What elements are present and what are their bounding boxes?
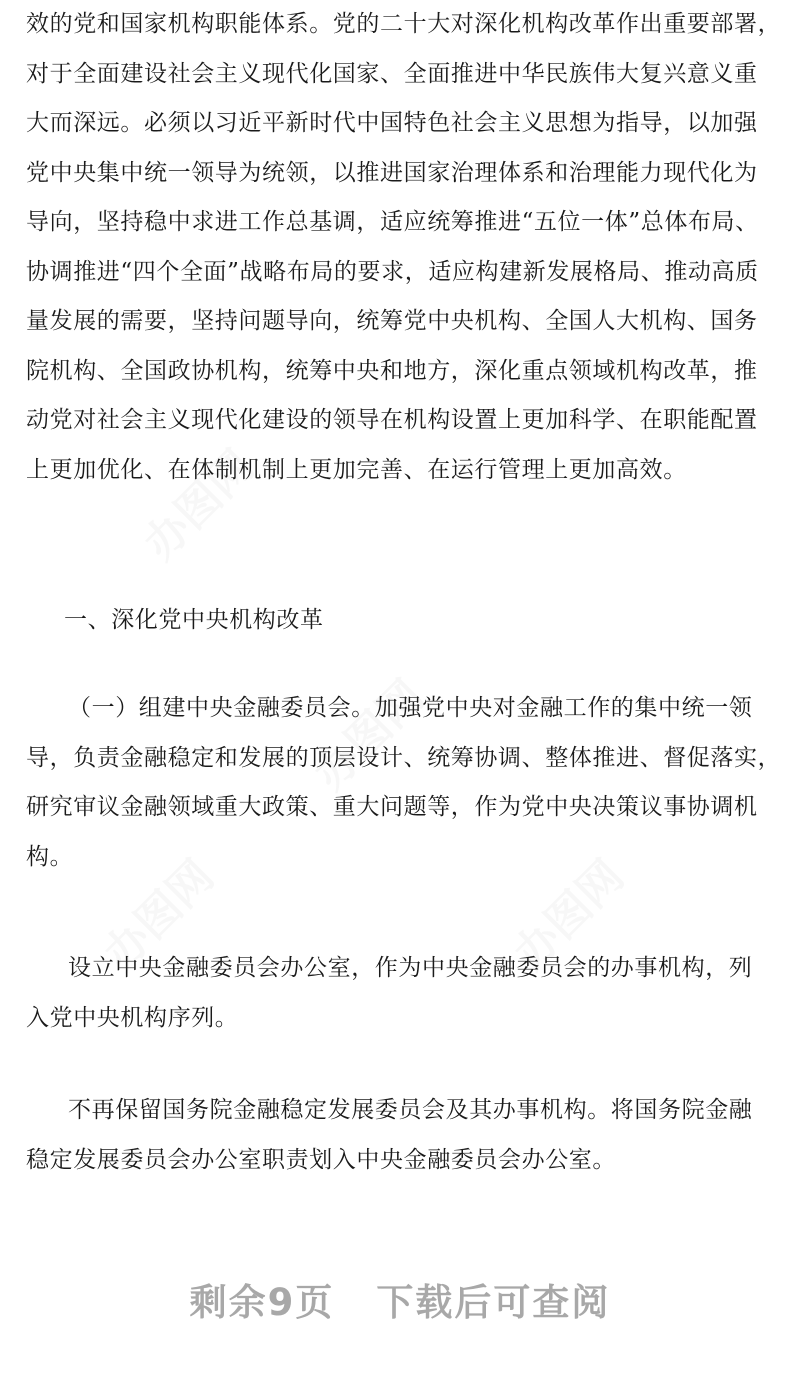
- section-heading: 一、深化党中央机构改革: [64, 607, 324, 633]
- text-line: 对于全面建设社会主义现代化国家、全面推进中华民族伟大复兴意义重: [26, 60, 758, 87]
- text-line: 党中央集中统一领导为统领，以推进国家治理体系和治理能力现代化为: [26, 159, 758, 186]
- text-line: 入党中央机构序列。: [26, 1004, 239, 1031]
- text-line: 设立中央金融委员会办公室，作为中央金融委员会的办事机构，列: [68, 955, 753, 981]
- remaining-pages-text: 剩余9页: [189, 1281, 335, 1324]
- text-line: 大而深远。必须以习近平新时代中国特色社会主义思想为指导，以加强: [26, 110, 758, 136]
- text-line: 导向，坚持稳中求进工作总基调，适应统筹推进“五位一体”总体布局、: [26, 209, 759, 235]
- download-more-banner[interactable]: [0, 1272, 800, 1326]
- text-line: 效的党和国家机构职能体系。党的二十大对深化机构改革作出重要部署，: [26, 11, 782, 37]
- text-line: 不再保留国务院金融稳定发展委员会及其办事机构。将国务院金融: [68, 1097, 753, 1123]
- watermark: 办图网: [134, 440, 264, 570]
- paragraph-central-financial-commission: [26, 684, 782, 882]
- text-line: 构。: [26, 843, 74, 870]
- paragraph-commission-office: [26, 944, 776, 1043]
- watermark: 办图网: [304, 670, 434, 800]
- text-line: 稳定发展委员会办公室职责划入中央金融委员会办公室。: [26, 1146, 616, 1173]
- watermark: 办图网: [94, 850, 224, 980]
- text-line: 协调推进“四个全面”战略布局的要求，适应构建新发展格局、推动高质: [26, 258, 759, 285]
- paragraph-state-council-committee: [26, 1086, 776, 1185]
- paragraph-intro: [26, 0, 782, 495]
- text-line: 导，负责金融稳定和发展的顶层设计、统筹协调、整体推进、督促落实，: [26, 744, 782, 771]
- text-line: 院机构、全国政协机构，统筹中央和地方，深化重点领域机构改革，推: [26, 357, 758, 384]
- text-line: （一）组建中央金融委员会。加强党中央对金融工作的集中统一领: [68, 695, 753, 721]
- text-line: 研究审议金融领域重大政策、重大问题等，作为党中央决策议事协调机: [26, 794, 758, 820]
- watermark: 办图网: [504, 850, 634, 980]
- text-line: 量发展的需要，坚持问题导向，统筹党中央机构、全国人大机构、国务: [26, 308, 758, 334]
- text-line: 上更加优化、在体制机制上更加完善、在运行管理上更加高效。: [26, 456, 687, 483]
- text-line: 动党对社会主义现代化建设的领导在机构设置上更加科学、在职能配置: [26, 407, 758, 433]
- download-prompt-text: 下载后可查阅: [376, 1281, 611, 1324]
